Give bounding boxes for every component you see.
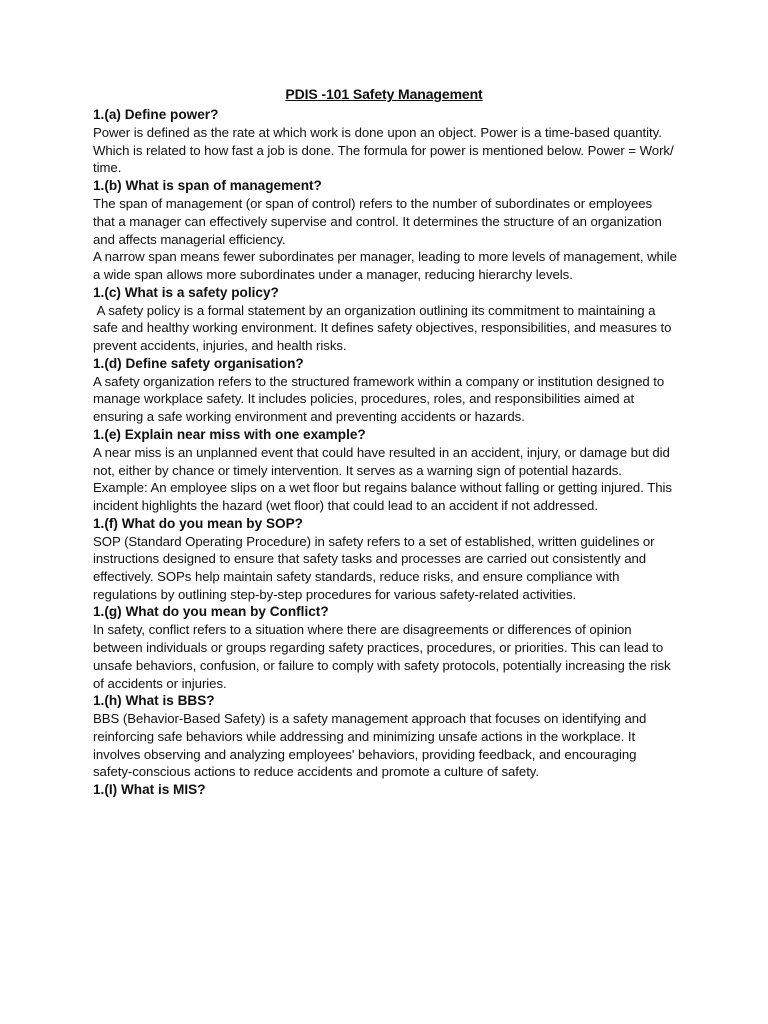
- question-heading: 1.(h) What is BBS?: [93, 693, 215, 709]
- example-paragraph: Example: An employee slips on a wet floor but regains balance without falling or getting injured. This incident highlights the hazard (wet floor) that could lead to an accident if not addressed.: [93, 480, 672, 513]
- answer-paragraph: SOP (Standard Operating Procedure) in safety refers to a set of established, written guidelines or instructions designed to ensure that safety tasks and processes are carried out consistently and effectively. SOPs help maintain safety standards, reduce risks, and ensure compliance with regulations by outlining step-by-step procedures for various safety-related activities.: [93, 533, 655, 602]
- answer-paragraph: A near miss is an unplanned event that could have resulted in an accident, injury, or damage but did not, either by chance or timely intervention. It serves as a warning sign of potential hazards.: [93, 444, 670, 478]
- answer-paragraph: BBS (Behavior-Based Safety) is a safety management approach that focuses on identifying and reinforcing safe behaviors while addressing and minimizing unsafe actions in the workplace. It involves observing and analyzing employees' behaviors, providing feedback, and encouraging safety-conscious actions to reduce accidents and promote a culture of safety.: [93, 711, 647, 780]
- answer-paragraph: A narrow span means fewer subordinates per manager, leading to more levels of management, while a wide span allows more subordinates under a manager, reducing hierarchy levels.: [93, 249, 677, 282]
- document-title: PDIS -101 Safety Management: [285, 86, 483, 102]
- document-body: [93, 106, 677, 799]
- question-heading: 1.(g) What do you mean by Conflict?: [93, 604, 329, 620]
- question-heading: 1.(I) What is MIS?: [93, 782, 206, 798]
- answer-paragraph: Power is defined as the rate at which work is done upon an object. Power is a time-based quantity. Which is related to how fast a job is done. The formula for power is mentioned below. Power = Work/ time.: [93, 125, 674, 176]
- answer-paragraph: A safety organization refers to the structured framework within a company or institution designed to manage workplace safety. It includes policies, procedures, roles, and responsibilities aimed at ensuring a safe working environment and preventing accidents or hazards.: [93, 373, 665, 425]
- question-heading: 1.(c) What is a safety policy?: [93, 284, 279, 300]
- question-heading: 1.(b) What is span of management?: [93, 178, 322, 194]
- question-heading: 1.(f) What do you mean by SOP?: [93, 515, 303, 531]
- answer-paragraph: A safety policy is a formal statement by an organization outlining its commitment to maintaining a safe and healthy working environment. It defines safety objectives, responsibilities, and measures to prevent accidents, injuries, and health risks.: [93, 302, 676, 354]
- answer-paragraph: The span of management (or span of control) refers to the number of subordinates or employees that a manager can effectively supervise and control. It determines the structure of an organization and affects managerial efficiency.: [93, 196, 662, 247]
- question-heading: 1.(d) Define safety organisation?: [93, 355, 304, 371]
- question-heading: 1.(e) Explain near miss with one example?: [93, 426, 366, 442]
- question-heading: 1.(a) Define power?: [93, 107, 219, 122]
- answer-paragraph: In safety, conflict refers to a situation where there are disagreements or differences of opinion between individuals or groups regarding safety practices, procedures, or priorities. This can lead to unsafe behaviors, confusion, or failure to comply with safety protocols, potentially increasing the risk of accidents or injuries.: [93, 622, 671, 691]
